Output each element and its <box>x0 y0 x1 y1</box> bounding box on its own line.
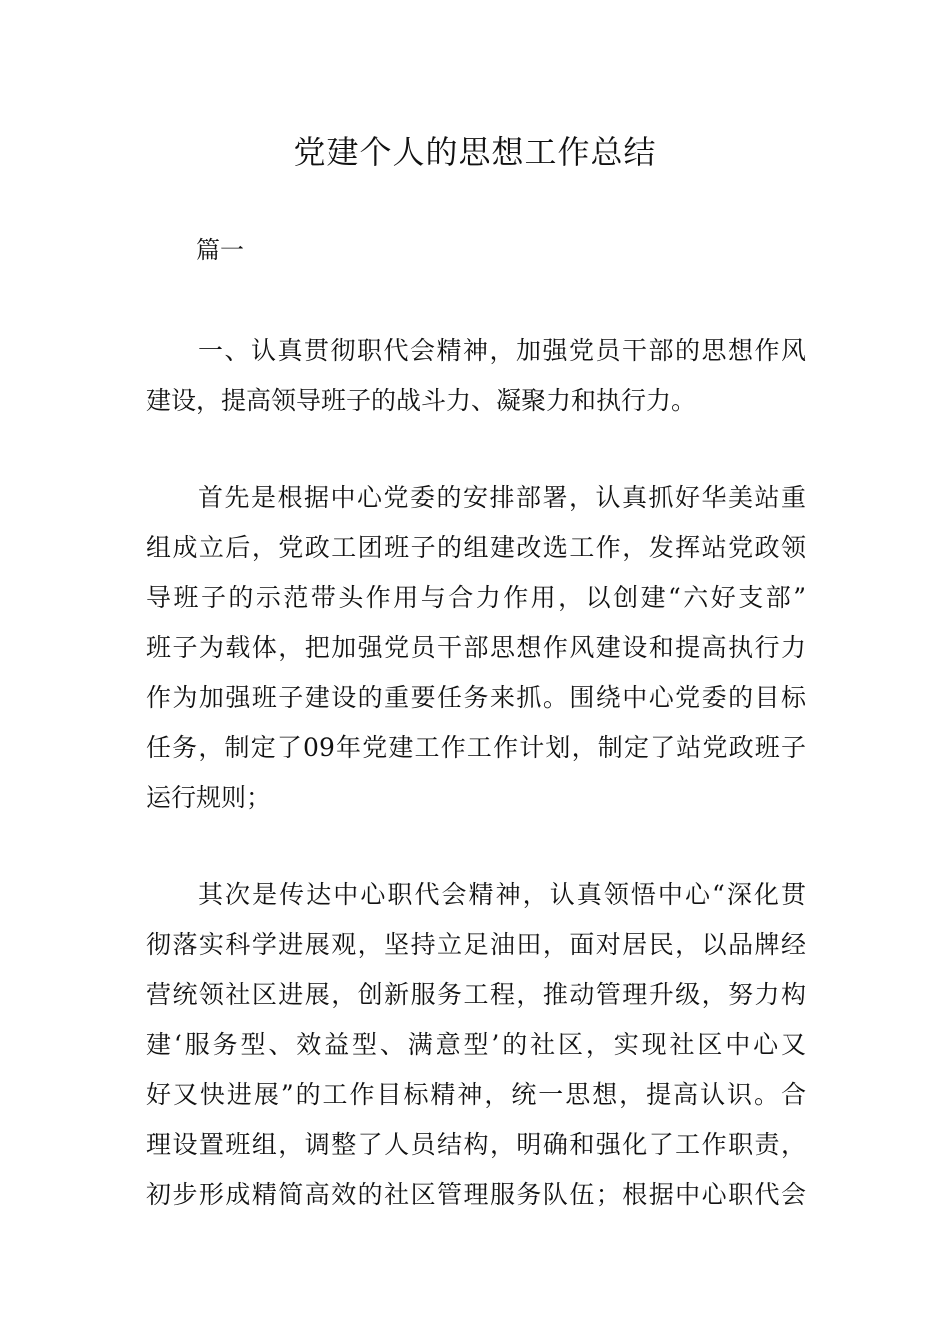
paragraph-line: 好又快进展”的工作目标精神，统一思想，提高认识。合 <box>146 1080 806 1109</box>
paragraph-line: 任务，制定了09年党建工作工作计划，制定了站党政班子 <box>146 733 806 762</box>
paragraph-line: 运行规则； <box>146 783 272 812</box>
paragraph-1 <box>146 326 806 426</box>
paragraph-line: 初步形成精简高效的社区管理服务队伍；根据中心职代会 <box>146 1180 806 1209</box>
paragraph-line: 建设，提高领导班子的战斗力、凝聚力和执行力。 <box>146 386 697 415</box>
paragraph-line: 导班子的示范带头作用与合力作用，以创建“六好支部” <box>146 583 806 612</box>
paragraph-line: 营统领社区进展，创新服务工程，推动管理升级，努力构 <box>146 980 806 1009</box>
paragraph-line: 理设置班组，调整了人员结构，明确和强化了工作职责， <box>146 1130 806 1159</box>
paragraph-line: 组成立后，党政工团班子的组建改选工作，发挥站党政领 <box>146 533 806 562</box>
section-label: 篇一 <box>196 236 244 264</box>
paragraph-2 <box>146 473 806 823</box>
paragraph-line: 建‘服务型、效益型、满意型’的社区，实现社区中心又 <box>146 1030 806 1059</box>
paragraph-line: 一、认真贯彻职代会精神，加强党员干部的思想作风 <box>198 336 806 365</box>
paragraph-line: 其次是传达中心职代会精神，认真领悟中心“深化贯 <box>198 880 806 909</box>
paragraph-line: 作为加强班子建设的重要任务来抓。围绕中心党委的目标 <box>146 683 806 712</box>
paragraph-line: 班子为载体，把加强党员干部思想作风建设和提高执行力 <box>146 633 806 662</box>
page-title: 党建个人的思想工作总结 <box>293 133 657 171</box>
paragraph-line: 彻落实科学进展观，坚持立足油田，面对居民，以品牌经 <box>146 930 806 959</box>
paragraph-3 <box>146 870 806 1220</box>
paragraph-line: 首先是根据中心党委的安排部署，认真抓好华美站重 <box>198 483 806 512</box>
